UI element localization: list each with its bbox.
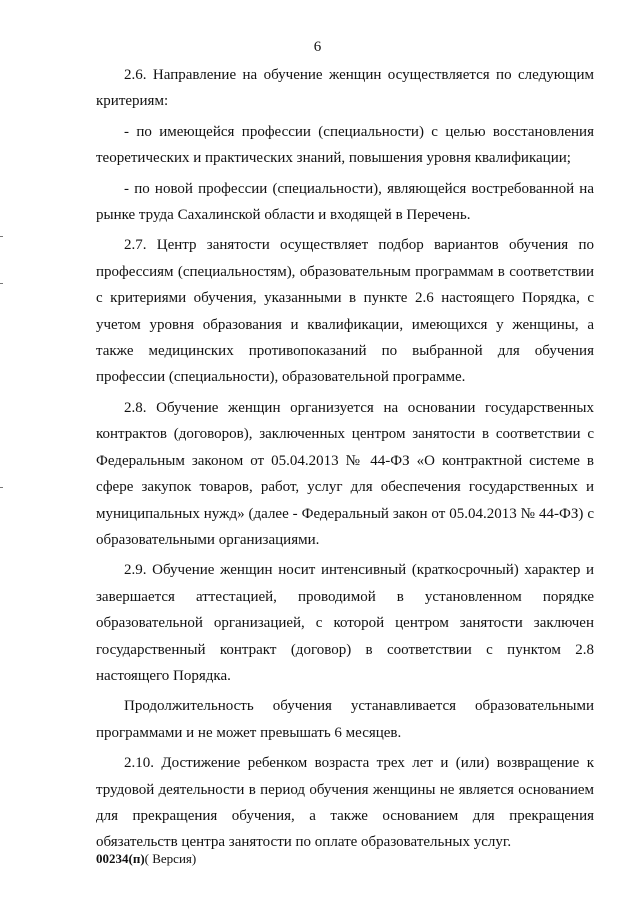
document-code: 00234(п) [96, 851, 145, 866]
paragraph-2-9: 2.9. Обучение женщин носит интенсивный (краткосрочный) характер и завершается аттестацией, проводимой в установленном порядке образовательной организацией, с которой центром занятости заключен государственный контракт (договор) в соответствии с пунктом 2.8 настоящего Порядка. [96, 562, 594, 684]
document-version: ( Версия) [144, 851, 197, 866]
scan-margin-mark [0, 487, 3, 488]
paragraph-2-7: 2.7. Центр занятости осуществляет подбор вариантов обучения по профессиям (специальностям), образовательным программам в соответствии с критериями обучения, указанными в пункте 2.6 настоящего Порядка, с учетом уровня образования и квалификации, имеющихся у женщины, а также медицинских противопоказаний по выбранной для обучения профессии (специальности), образовательной программе. [96, 237, 594, 386]
document-body [96, 62, 594, 856]
scan-margin-mark [0, 236, 3, 237]
paragraph-2-8: 2.8. Обучение женщин организуется на основании государственных контрактов (договоров), заключенных центром занятости в соответствии с Федеральным законом от 05.04.2013 № 44-ФЗ «О контрактной системе в сфере закупок товаров, работ, услуг для обеспечения государственных и муниципальных нужд» (далее - Федеральный закон от 05.04.2013 № 44-ФЗ) с образовательными организациями. [96, 399, 594, 548]
scan-margin-mark [0, 283, 3, 284]
list-item-existing-profession: - по имеющейся профессии (специальности) с целью восстановления теоретических и практических знаний, повышения уровня квалификации; [96, 123, 594, 167]
page-number: 6 [313, 39, 322, 55]
document-footer [96, 851, 196, 867]
paragraph-duration: Продолжительность обучения устанавливается образовательными программами и не может превышать 6 месяцев. [96, 698, 594, 741]
paragraph-2-10: 2.10. Достижение ребенком возраста трех лет и (или) возвращение к трудовой деятельности в период обучения женщины не является основанием для прекращения обучения, а также основанием для прекращения обязательств центра занятости по оплате образовательных услуг. [96, 755, 594, 851]
list-item-new-profession: - по новой профессии (специальности), являющейся востребованной на рынке труда Сахалинской области и входящей в Перечень. [96, 180, 594, 224]
paragraph-2-6: 2.6. Направление на обучение женщин осуществляется по следующим критериям: [96, 67, 594, 110]
